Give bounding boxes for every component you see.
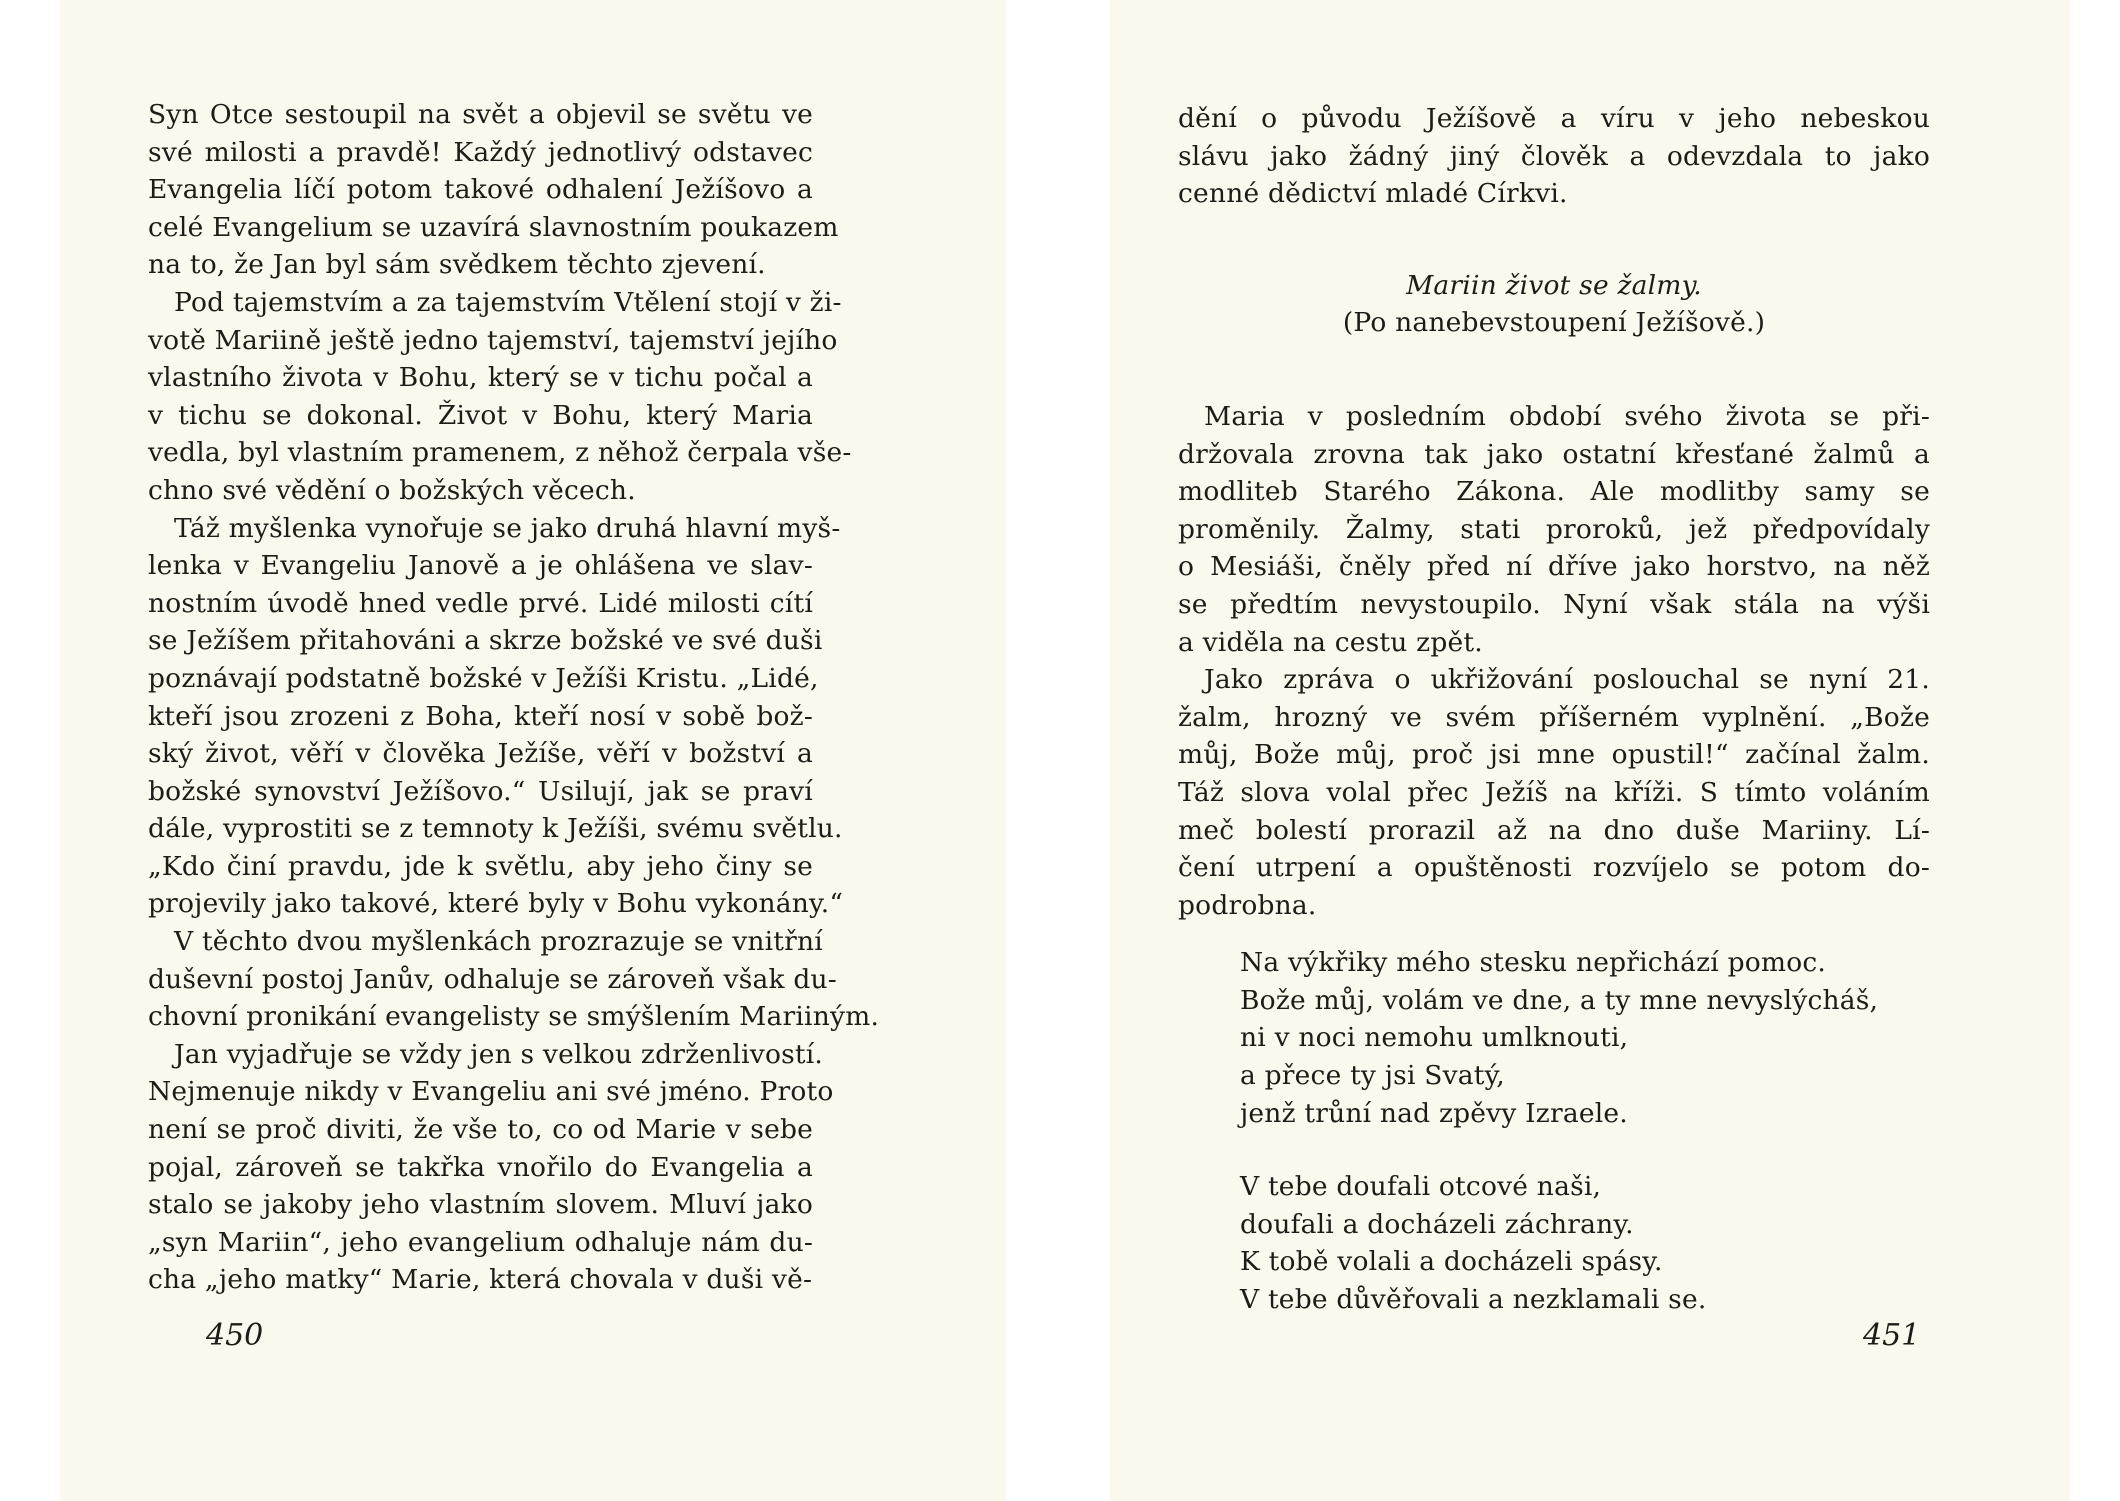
paragraph-line: nostním úvodě hned vedle prvé. Lidé milosti cítí <box>148 587 813 619</box>
paragraph-line: Jan vyjadřuje se vždy jen s velkou zdrženlivostí. <box>174 1038 824 1070</box>
paragraph-line: dále, vyprostiti se z temnoty k Ježíši, svému světlu. <box>148 813 843 845</box>
psalm-quotation <box>1178 944 1930 1318</box>
paragraph <box>148 96 839 284</box>
paragraph-line: pojal, zároveň se takřka vnořilo do Evangelia a <box>148 1151 813 1183</box>
poem-line: V tebe doufali otcové naši, <box>1240 1171 1602 1203</box>
poem-line: Bože můj, volám ve dne, a ty mne nevyslýcháš, <box>1240 984 1879 1016</box>
paragraph-line: Evangelia líčí potom takové odhalení Ježíšovo a <box>148 174 813 206</box>
paragraph-line: můj, Bože můj, proč jsi mne opustil!“ začínal žalm. <box>1178 739 1930 771</box>
poem-line: ni v noci nemohu umlknouti, <box>1240 1022 1629 1054</box>
paragraph <box>148 284 852 510</box>
paragraph-line: vlastního života v Bohu, který se v tichu počal a <box>148 362 813 394</box>
continued-paragraph <box>1178 100 1930 213</box>
paragraph-line: Jako zpráva o ukřižování poslouchal se nyní 21. <box>1204 664 1930 696</box>
paragraph-line: lenka v Evangeliu Janově a je ohlášena ve slav- <box>148 550 813 582</box>
poem-stanza <box>1240 944 1930 1132</box>
paragraph-line: své milosti a pravdě! Každý jednotlivý odstavec <box>148 136 813 168</box>
paragraph-line: čení utrpení a opuštěnosti rozvíjelo se potom do- <box>1178 852 1930 884</box>
paragraph-line: dění o původu Ježíšově a víru v jeho nebeskou <box>1178 103 1930 134</box>
paragraph-line: votě Mariině ještě jedno tajemství, tajemství jejího <box>148 324 838 356</box>
paragraph <box>148 923 880 1036</box>
right-page-text <box>1178 100 1930 1319</box>
paragraph-line: chovní pronikání evangelisty se smýšlením Mariiným. <box>148 1001 880 1033</box>
paragraph-line: se Ježíšem přitahováni a skrze božské ve své duši <box>148 625 823 657</box>
paragraph-line: vedla, byl vlastním pramenem, z něhož čerpala vše- <box>148 437 852 469</box>
paragraph-line: Syn Otce sestoupil na svět a objevil se světu ve <box>148 99 813 130</box>
paragraph-line: o Mesiáši, čněly před ní dříve jako horstvo, na něž <box>1178 551 1930 583</box>
page-number-left: 450 <box>206 1318 264 1353</box>
paragraph <box>1178 661 1930 924</box>
paragraph <box>148 510 844 924</box>
left-page-text <box>148 96 880 1299</box>
paragraph-line: držovala zrovna tak jako ostatní křesťané žalmů a <box>1178 438 1930 470</box>
paragraph-line: není se proč diviti, že vše to, co od Marie v sebe <box>148 1114 813 1146</box>
paragraph-line: celé Evangelium se uzavírá slavnostním poukazem <box>148 211 839 243</box>
section-subtitle: (Po nanebevstoupení Ježíšově.) <box>1342 307 1766 339</box>
paragraph-line: cha „jeho matky“ Marie, která chovala v duši vě- <box>148 1264 813 1296</box>
paragraph-line: projevily jako takové, které byly v Bohu vykonány.“ <box>148 888 844 920</box>
paragraph-line: chno své vědění o božských věcech. <box>148 474 636 506</box>
page-number-right: 451 <box>1863 1318 1921 1353</box>
section-body <box>1178 398 1930 924</box>
paragraph-line: modliteb Starého Zákona. Ale modlitby samy se <box>1178 476 1930 508</box>
paragraph-line: podrobna. <box>1178 889 1317 921</box>
paragraph-line: Táž myšlenka vynořuje se jako druhá hlavní myš- <box>174 512 841 544</box>
paragraph-line: v tichu se dokonal. Život v Bohu, který Maria <box>148 399 813 431</box>
paragraph <box>148 1036 834 1299</box>
poem-stanza <box>1240 1168 1930 1318</box>
poem-line: a přece ty jsi Svatý, <box>1240 1060 1505 1092</box>
paragraph-line: na to, že Jan byl sám svědkem těchto zjevení. <box>148 249 766 281</box>
paragraph-line: „Kdo činí pravdu, jde k světlu, aby jeho činy se <box>148 850 813 882</box>
paragraph-line: Maria v posledním období svého života se při- <box>1204 400 1930 432</box>
paragraph-line: meč bolestí prorazil až na dno duše Mariiny. Lí- <box>1178 814 1930 846</box>
paragraph <box>1178 398 1930 661</box>
paragraph-line: Táž slova volal přec Ježíš na kříži. S tímto voláním <box>1178 776 1930 808</box>
paragraph-line: se předtím nevystoupilo. Nyní však stála na výši <box>1178 588 1930 620</box>
paragraph-line: žalm, hrozný ve svém příšerném vyplnění. „Bože <box>1178 701 1930 733</box>
paragraph-line: V těchto dvou myšlenkách prozrazuje se vnitřní <box>174 926 823 958</box>
paragraph-line: stalo se jakoby jeho vlastním slovem. Mluví jako <box>148 1189 813 1221</box>
paragraph-line: Nejmenuje nikdy v Evangeliu ani své jméno. Proto <box>148 1076 834 1108</box>
poem-line: doufali a docházeli záchrany. <box>1240 1208 1634 1240</box>
poem-line: K tobě volali a docházeli spásy. <box>1240 1246 1663 1278</box>
paragraph-line: ský život, věří v člověka Ježíše, věří v božství a <box>148 738 813 770</box>
book-gutter <box>1006 0 1110 1501</box>
paragraph-line: a viděla na cestu zpět. <box>1178 626 1483 658</box>
paragraph-line: kteří jsou zrozeni z Boha, kteří nosí v sobě bož- <box>148 700 813 732</box>
poem-line: V tebe důvěřovali a nezklamali se. <box>1240 1284 1707 1316</box>
paragraph-line: Pod tajemstvím a za tajemstvím Vtělení stojí v ži- <box>174 286 842 318</box>
section-title: Mariin život se žalmy. <box>1406 269 1702 301</box>
paragraph-line: božské synovství Ježíšovo.“ Usilují, jak se praví <box>148 775 813 807</box>
paragraph-line: poznávají podstatně božské v Ježíši Kristu. „Lidé, <box>148 662 819 694</box>
paragraph-line: duševní postoj Janův, odhaluje se zároveň však du- <box>148 963 837 995</box>
poem-line: Na výkřiky mého stesku nepřichází pomoc. <box>1240 947 1827 979</box>
paragraph-line: cenné dědictví mladé Církvi. <box>1178 178 1568 210</box>
paragraph-line: „syn Mariin“, jeho evangelium odhaluje nám du- <box>148 1226 813 1258</box>
paragraph-line: slávu jako žádný jiný člověk a odevzdala to jako <box>1178 140 1930 172</box>
paragraph-line: proměnily. Žalmy, stati proroků, jež předpovídaly <box>1178 513 1930 545</box>
poem-line: jenž trůní nad zpěvy Izraele. <box>1240 1097 1628 1129</box>
